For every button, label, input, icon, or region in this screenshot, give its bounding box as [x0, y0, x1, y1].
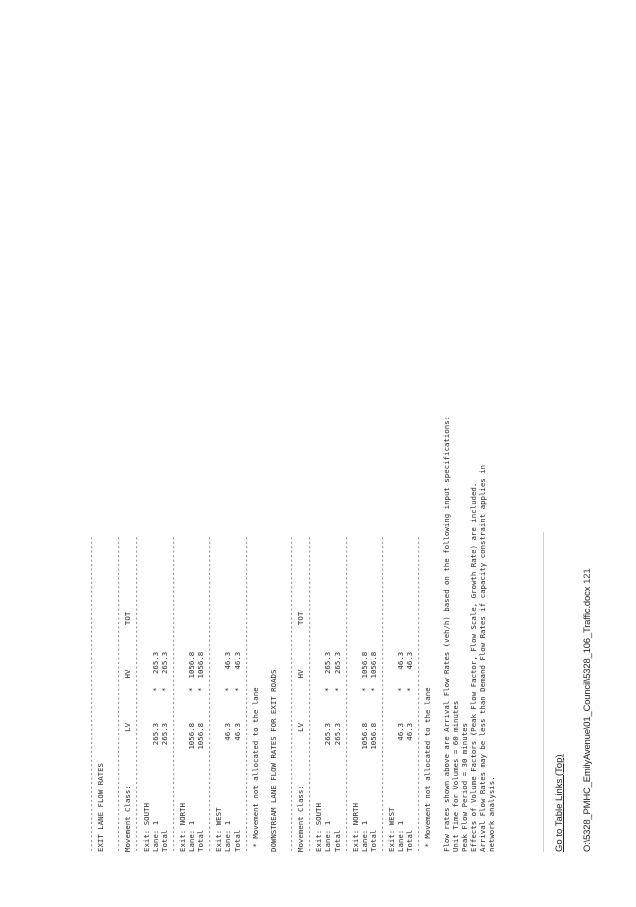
footer-file-path: O:\5328_PMHC_EmilyAvenue\01_Council\5328_106_Traffic.docx	[582, 586, 593, 852]
report-line: Total 1056.8 * 1056.8	[196, 651, 206, 852]
report-line: Lane: 1 46.3 * 46.3	[396, 651, 406, 852]
report-line: -----------------------------------------------------------------------	[205, 536, 215, 852]
horizontal-rule	[543, 532, 544, 852]
report-line: -----------------------------------------------------------------------	[287, 536, 297, 852]
report-line: Total 46.3 * 46.3	[232, 651, 242, 852]
report-line: Exit: WEST	[387, 807, 397, 852]
report-line	[105, 416, 114, 852]
flow-rates-report	[87, 416, 496, 852]
report-line: Total 46.3 * 46.3	[405, 651, 415, 852]
report-line: Movement Class: LV HV TOT	[123, 611, 133, 852]
report-line: Total 1056.8 * 1056.8	[368, 651, 378, 852]
report-line: Exit: WEST	[214, 807, 224, 852]
report-line: Exit: NORTH	[177, 803, 187, 852]
report-line: Lane: 1 265.3 * 265.3	[323, 651, 333, 852]
report-line: Exit: NORTH	[350, 803, 360, 852]
report-line: network analysis.	[487, 776, 497, 852]
report-line: -----------------------------------------------------------------------	[114, 536, 124, 852]
go-to-table-links-link[interactable]: Go to Table Links (Top)	[554, 754, 565, 852]
report-line: -----------------------------------------------------------------------	[168, 536, 178, 852]
report-line: * Movement not allocated to the lane	[250, 687, 260, 852]
report-line: Flow rates shown above are Arrival Flow Rates (veh/h) based on the following input specifications:	[441, 415, 451, 852]
report-line: Lane: 1 46.3 * 46.3	[223, 651, 233, 852]
report-line: Lane: 1 1056.8 * 1056.8	[187, 651, 197, 852]
report-line: -----------------------------------------------------------------------	[341, 536, 351, 852]
document-footer	[582, 569, 593, 852]
report-line: Lane: 1 1056.8 * 1056.8	[359, 651, 369, 852]
report-line: Unit Time for Volumes = 60 minutes	[450, 700, 460, 852]
report-line: -----------------------------------------------------------------------	[87, 536, 96, 852]
report-line: -----------------------------------------------------------------------	[241, 536, 251, 852]
report-line	[260, 416, 269, 852]
footer-page-number: 121	[582, 568, 593, 584]
report-line: -----------------------------------------------------------------------	[305, 536, 315, 852]
report-line: -----------------------------------------------------------------------	[132, 536, 142, 852]
report-line: Exit: SOUTH	[141, 803, 151, 852]
report-line: Peak Flow Period = 30 minutes	[459, 722, 469, 852]
report-line: Lane: 1 265.3 * 265.3	[150, 651, 160, 852]
report-line: Exit: SOUTH	[314, 803, 324, 852]
report-line: -----------------------------------------------------------------------	[414, 536, 424, 852]
report-line	[433, 416, 442, 852]
report-line: Movement Class: LV HV TOT	[296, 611, 306, 852]
report-line: Total 265.3 * 265.3	[332, 651, 342, 852]
report-line	[278, 416, 287, 852]
report-line: Total 265.3 * 265.3	[159, 651, 169, 852]
report-line: -----------------------------------------------------------------------	[378, 536, 387, 852]
report-line: Effects of Volume Factors (Peak Flow Factor, Flow Scale, Growth Rate) are included.	[468, 482, 478, 852]
report-line: EXIT LANE FLOW RATES	[96, 763, 106, 852]
report-line: DOWNSTREAM LANE FLOW RATES FOR EXIT ROADS	[268, 669, 278, 852]
report-line: * Movement not allocated to the lane	[423, 687, 433, 852]
report-line: Arrival Flow Rates may be less than Demand Flow Rates if capacity constraint applies in	[478, 464, 488, 852]
